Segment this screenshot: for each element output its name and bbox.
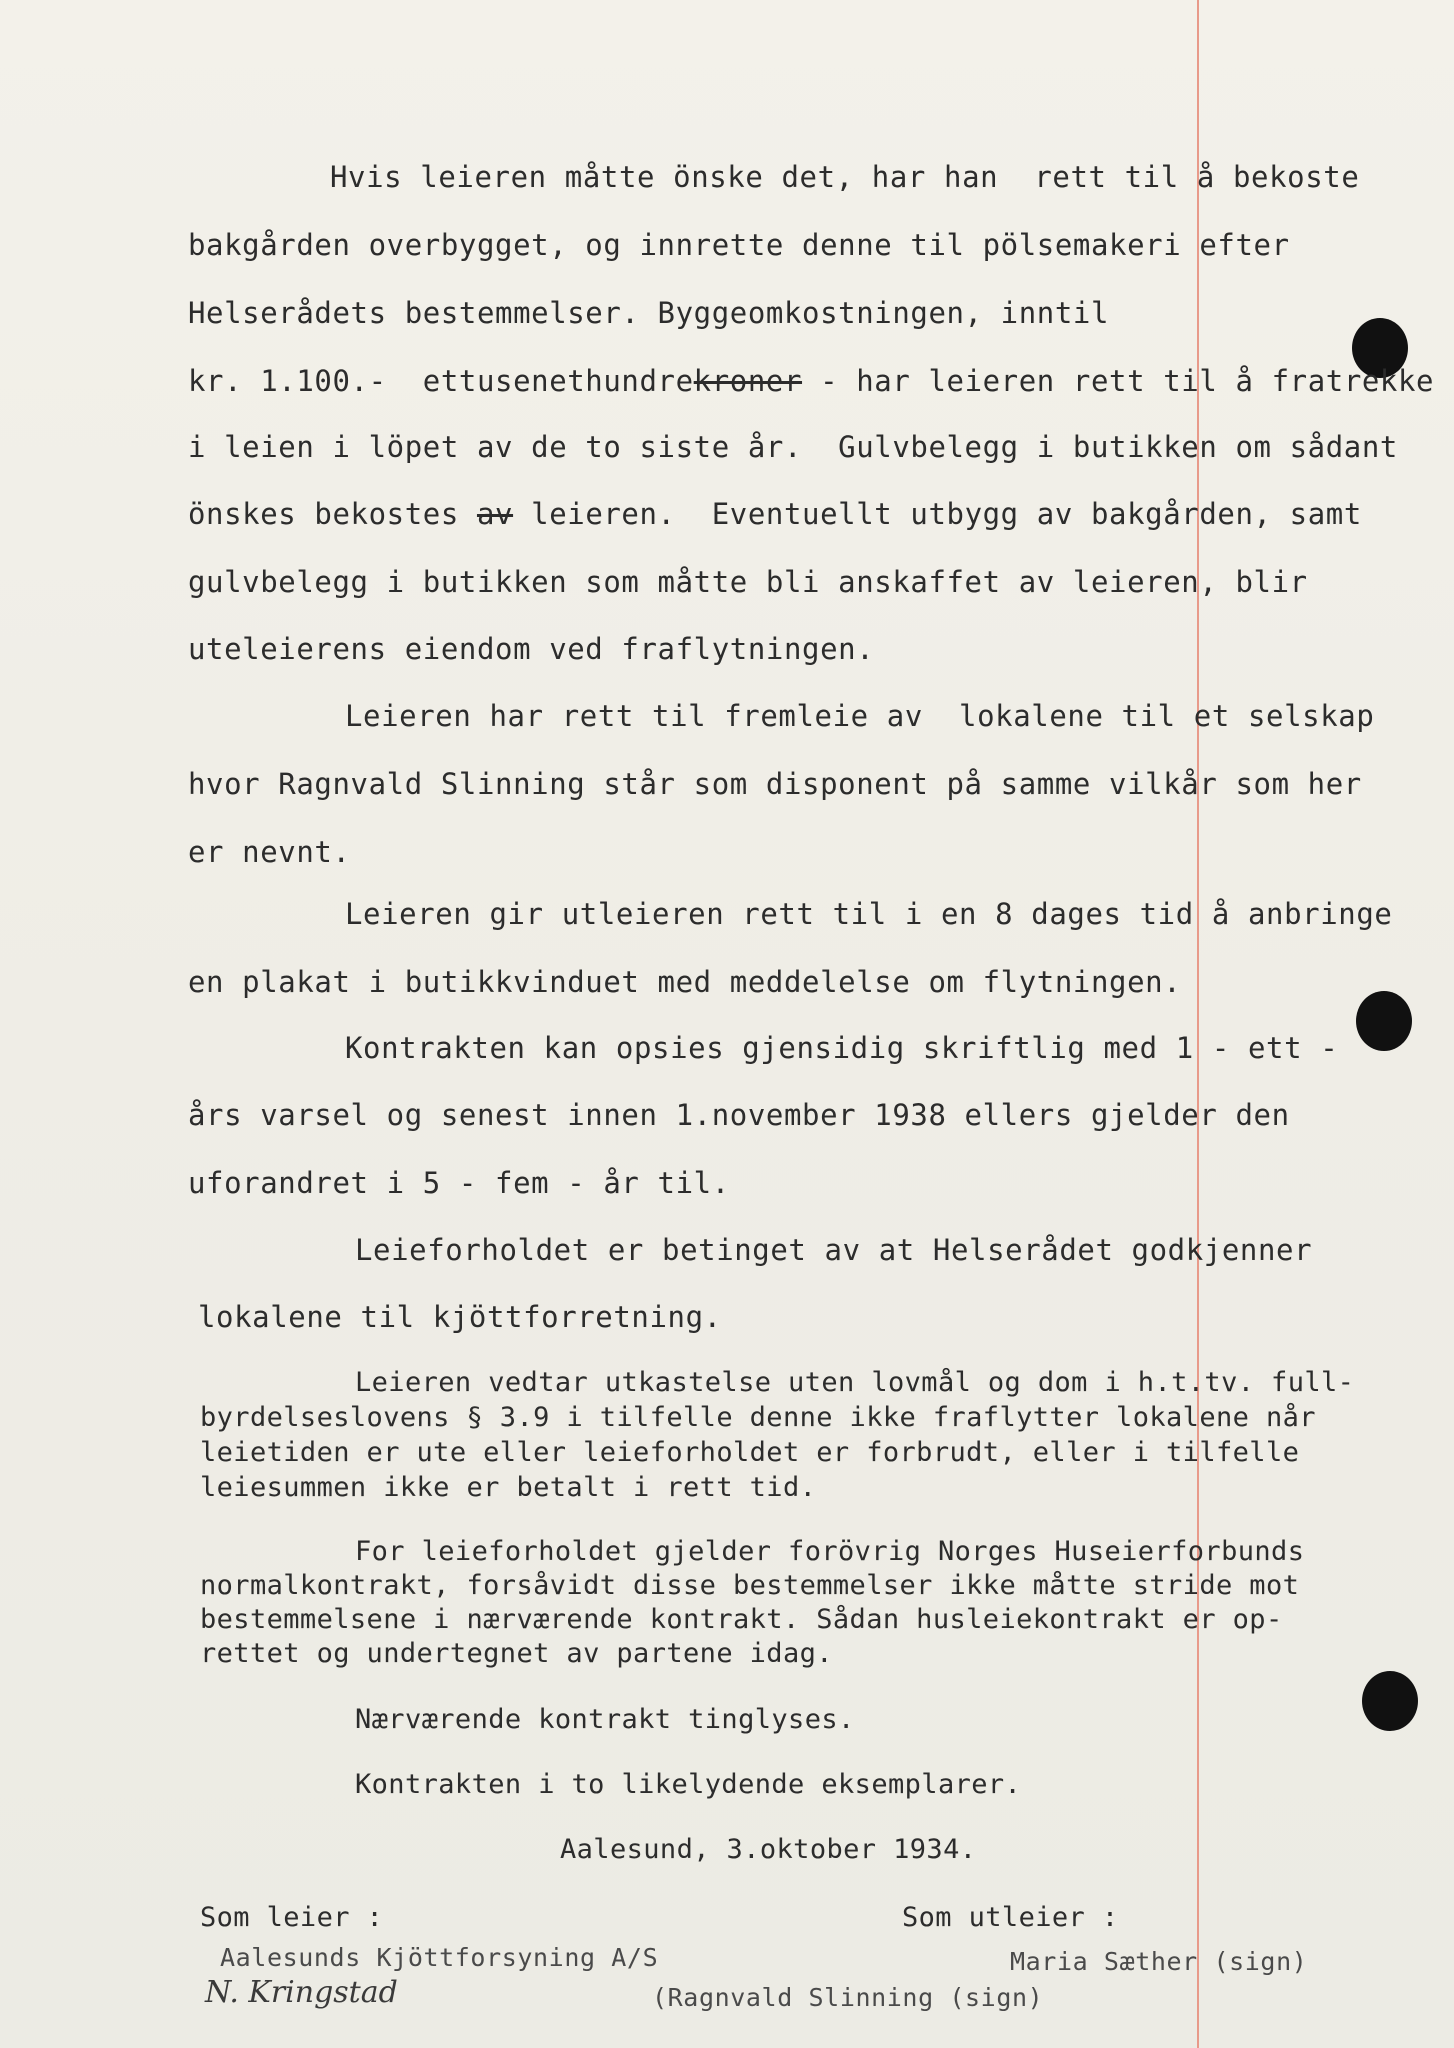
text-line: bakgården overbygget, og innrette denne til pölsemakeri efter [188, 228, 1290, 262]
amount-prefix: kr. 1.100.- ettusenethundre [188, 364, 694, 398]
text-line: leiesummen ikke er betalt i rett tid. [200, 1472, 817, 1503]
text-line: leietiden er ute eller leieforholdet er forbrudt, eller i tilfelle [200, 1437, 1300, 1468]
text-line: byrdelseslovens § 3.9 i tilfelle denne ikke fraflytter lokalene når [200, 1402, 1316, 1433]
text-line: Kontrakten i to likelydende eksemplarer. [355, 1769, 1022, 1800]
text-line: rettet og undertegnet av partene idag. [200, 1638, 833, 1669]
text-line: Leieforholdet er betinget av at Helserådet godkjenner [355, 1233, 1313, 1267]
text-line: Leieren vedtar utkastelse uten lovmål og dom i h.t.tv. full- [355, 1367, 1355, 1398]
lessee-label: Som leier : [200, 1902, 384, 1933]
lessor-signature: Maria Sæther (sign) [1010, 1947, 1308, 1976]
handwritten-signature: N. Kringstad [205, 1975, 398, 2010]
text-line-amount [188, 364, 1434, 398]
text-line: hvor Ragnvald Slinning står som disponent på samme vilkår som her [188, 767, 1362, 801]
text-line: lokalene til kjöttforretning. [198, 1300, 722, 1334]
text-line: Nærværende kontrakt tinglyses. [355, 1704, 855, 1735]
punch-hole-icon [1362, 1671, 1418, 1731]
text-line: uteleierens eiendom ved fraflytningen. [188, 632, 875, 666]
place-date: Aalesund, 3.oktober 1934. [560, 1834, 977, 1865]
text-line: bestemmelsene i nærværende kontrakt. Sådan husleiekontrakt er op- [200, 1604, 1283, 1635]
margin-line [1197, 0, 1199, 2048]
text-line: Helserådets bestemmelser. Byggeomkostningen, inntil [188, 296, 1110, 330]
bekostes-prefix: önskes bekostes [188, 497, 477, 531]
bekostes-suffix: leieren. Eventuellt utbygg av bakgården, samt [513, 497, 1362, 531]
text-line: Leieren har rett til fremleie av lokalene til et selskap [345, 699, 1375, 733]
text-line-bekostes [188, 497, 1362, 531]
struck-word: av [476, 497, 514, 531]
text-line: en plakat i butikkvinduet med meddelelse om flytningen. [188, 965, 1182, 999]
text-line: i leien i löpet av de to siste år. Gulvbelegg i butikken om sådant [188, 430, 1398, 464]
lessor-label: Som utleier : [902, 1902, 1119, 1933]
punch-hole-icon [1356, 991, 1412, 1051]
text-line: Leieren gir utleieren rett til i en 8 dages tid å anbringe [345, 897, 1393, 931]
amount-suffix: - har leieren rett til å fratrekke [802, 364, 1435, 398]
text-line: For leieforholdet gjelder forövrig Norges Huseierforbunds [355, 1536, 1305, 1567]
text-line: normalkontrakt, forsåvidt disse bestemmelser ikke måtte stride mot [200, 1570, 1300, 1601]
text-line: uforandret i 5 - fem - år til. [188, 1166, 730, 1200]
text-line: Kontrakten kan opsies gjensidig skriftlig med 1 - ett - [345, 1031, 1339, 1065]
text-line: Hvis leieren måtte önske det, har han rett til å bekoste [330, 160, 1360, 194]
struck-word: kroner [693, 364, 803, 398]
lessee-person: (Ragnvald Slinning (sign) [652, 1983, 1044, 2012]
text-line: års varsel og senest innen 1.november 1938 ellers gjelder den [188, 1098, 1290, 1132]
text-line: gulvbelegg i butikken som måtte bli anskaffet av leieren, blir [188, 565, 1308, 599]
lessee-company: Aalesunds Kjöttforsyning A/S [220, 1943, 659, 1972]
text-line: er nevnt. [188, 835, 351, 869]
